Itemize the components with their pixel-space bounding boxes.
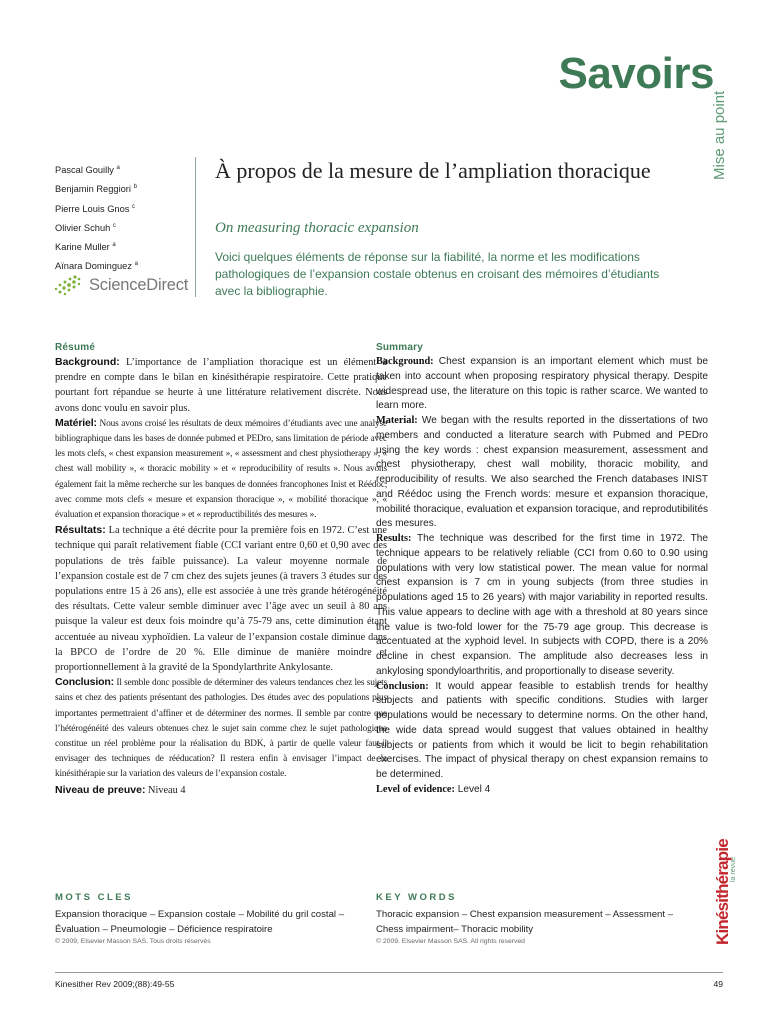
author: Olivier Schuh $^c$ [55, 222, 116, 233]
author: Pascal Gouilly $^a$ [55, 165, 120, 176]
author: Karine Muller $^a$ [55, 242, 116, 253]
copyright-en: © 2009. Elsevier Masson SAS. All rights reserved [376, 938, 525, 945]
sciencedirect-wordmark: ScienceDirect [89, 275, 189, 294]
summary-column [376, 342, 708, 798]
article-subtitle: On measuring thoracic expansion [215, 220, 419, 236]
keywords-en-heading: KEY WORDS [376, 892, 457, 903]
resume-resultats: Résultats: La technique a été décrite pour la première fois en 1972. C’est une technique qui paraît relativement fiable (CCI variant entre 0,60 et 0,90 avec des populations de très faible puissance). La valeur moyenne normale de l’expansion costale est de 7 cm chez des sujets jeunes (à travers 3 études sur des populations entre 15 à 26 ans), elle est associée à une très grande hétérogénéité des résultats. Cette valeur semble diminuer avec l’âge avec un seuil à 80 ans puisque la valeur est deux fois moindre qu’à 75-79 ans, cette diminution étant accentuée au niveau xyphoïdien. La valeur de l’expansion costale diminue dans la BPCO de l’ordre de 20 %. Elle diminue de manière moindre et proportionnellement à la gravité de la Spondylarthrite Ankylosante. [55, 524, 387, 674]
article-lead: Voici quelques éléments de réponse sur la fiabilité, la norme et les modifications pathologiques de l’expansion costale obtenus en croisant des mémoires d’étudiants avec la bibliographie. [215, 250, 660, 298]
resume-heading: Résumé [55, 342, 96, 353]
section-title: Savoirs [558, 49, 714, 98]
summary-heading: Summary [376, 342, 423, 353]
resume-materiel: Matériel: Nous avons croisé les résultats de deux mémoires d’étudiants avec une analyse bibliographique dans les bases de donnée pubmed et PEDro, sans limitation de période avec les mots clefs, « chest expansion measurement », « assessment and chest physiotherapy », « chest wall mobility », « thoracic mobility » et « reproducibility of results ». Nous avons également fait la même recherche sur les banques de données francophones Inist et Réédoc, avec comme mots clefs « mesure et expansion thoracique », « mobilité thoracique », « évaluation et expansion thoracique » et « reproductibilités des mesures ». [55, 416, 387, 521]
summary-conclusion: Conclusion: It would appear feasible to establish trends for healthy subjects and patients with specific conditions. Studies with larger populations would be necessary to determine norms. On the other hand, the wide data spread would suggest that values obtained in healthy subjects or patients from which it would be licit to begin rehabilitation exercises. The impact of physical therapy on chest expansion remains to be determined. [376, 680, 708, 780]
footer-rule [55, 972, 723, 973]
keywords-fr [55, 892, 375, 945]
copyright-fr: © 2009, Elsevier Masson SAS. Tous droits réservés [55, 938, 211, 945]
summary-body [376, 355, 708, 798]
keywords-fr-text: Expansion thoracique – Expansion costale – Mobilité du gril costal – Évaluation – Pneumologie – Déficience respiratoire [55, 909, 345, 935]
author: Benjamin Reggiori $^b$ [55, 184, 137, 195]
resume-niveau: Niveau de preuve: Niveau 4 [55, 783, 186, 796]
resume-column [55, 342, 387, 798]
summary-level: Level of evidence: Level 4 [376, 783, 491, 795]
sciencedirect-dots-icon [53, 274, 83, 296]
author: Pierre Louis Gnos $^c$ [55, 203, 136, 214]
journal-name: Kinésithérapie [713, 839, 732, 945]
subsection-label: Mise au point [711, 90, 728, 180]
footer-citation: Kinesither Rev 2009;(88):49-55 [55, 979, 175, 989]
keywords-en-text: Thoracic expansion – Chest expansion measurement – Assessment – Chess impairment– Thoracic mobility [376, 909, 674, 935]
sciencedirect-logo[interactable] [53, 274, 188, 296]
summary-background: Background: Chest expansion is an important element which must be taken into account when proposing respiratory physical therapy. Despite widespread use, the literature on this topic is rather scarce. We wanted to learn more. [376, 356, 708, 412]
page-number: 49 [713, 979, 723, 989]
resume-body [55, 355, 387, 798]
keywords-en [376, 892, 696, 945]
article-title: À propos de la mesure de l’ampliation thoracique [215, 158, 651, 183]
resume-conclusion: Conclusion: Il semble donc possible de déterminer des valeurs tendances chez les sujets sains et chez des patients présentant des pathologies. Des études avec des populations plus importantes permettraient d’affiner et de déterminer des normes. Il semble par contre que l’hétérogénéité des valeurs obtenues chez le sujet sain comme chez le sujet pathologique constitue un réel problème pour la réalisation du BDK, à partir de quelle valeur faut-il envisager des techniques de rééducation? Il restera enfin à envisager l’impact de la kinésithérapie sur la variation des valeurs de l’expansion costale. [55, 676, 387, 780]
keywords-fr-heading: MOTS CLES [55, 892, 133, 903]
author: Aïnara Dominguez $^a$ [55, 261, 138, 272]
summary-results: Results: The technique was described for the first time in 1972. The technique appears to be relatively reliable (CCI from 0.60 to 0.90 using populations with very low statistical power. The mean value for normal chest expansion is 7 cm in young subjects (from three studies in populations aged 15 to 26 years) with major variability in reported results. This value appears to decline with age with a threshold at 80 years since the value is two-fold lower for the 75-79 age group. This decrease is accentuated at the xyphoid level. In subjects with COPD, there is a 20% decline in chest expansion. The amplitude also decreases less in ankylosing spondyloarthritis, and proportionally to disease severity. [376, 533, 708, 677]
summary-material: Material: We began with the results reported in the dissertations of two members and conducted a literature search with Pubmed and PEDro using the key words : chest expansion measurement, assessment and chest physiotherapy, chest wall mobility, thoracic mobility, and reproducibility of results. We also searched the French databases INIST and Réédoc using the French words: mesure et expansion thoracique, mobilité thoracique, evaluation et expansion toracique, and reprodutibilités des mesures. [376, 415, 708, 530]
journal-subtitle: la revue [730, 857, 737, 882]
header-divider [195, 157, 196, 297]
resume-background: Background: L’importance de l’ampliation thoracique est un élément à prendre en compte dans le bilan en kinésithérapie respiratoire. Cette pratique pourtant fort répandue se heurte à une littérature relativement discrète. Nous avons donc voulu en savoir plus. [55, 356, 387, 414]
author-list [55, 160, 195, 276]
